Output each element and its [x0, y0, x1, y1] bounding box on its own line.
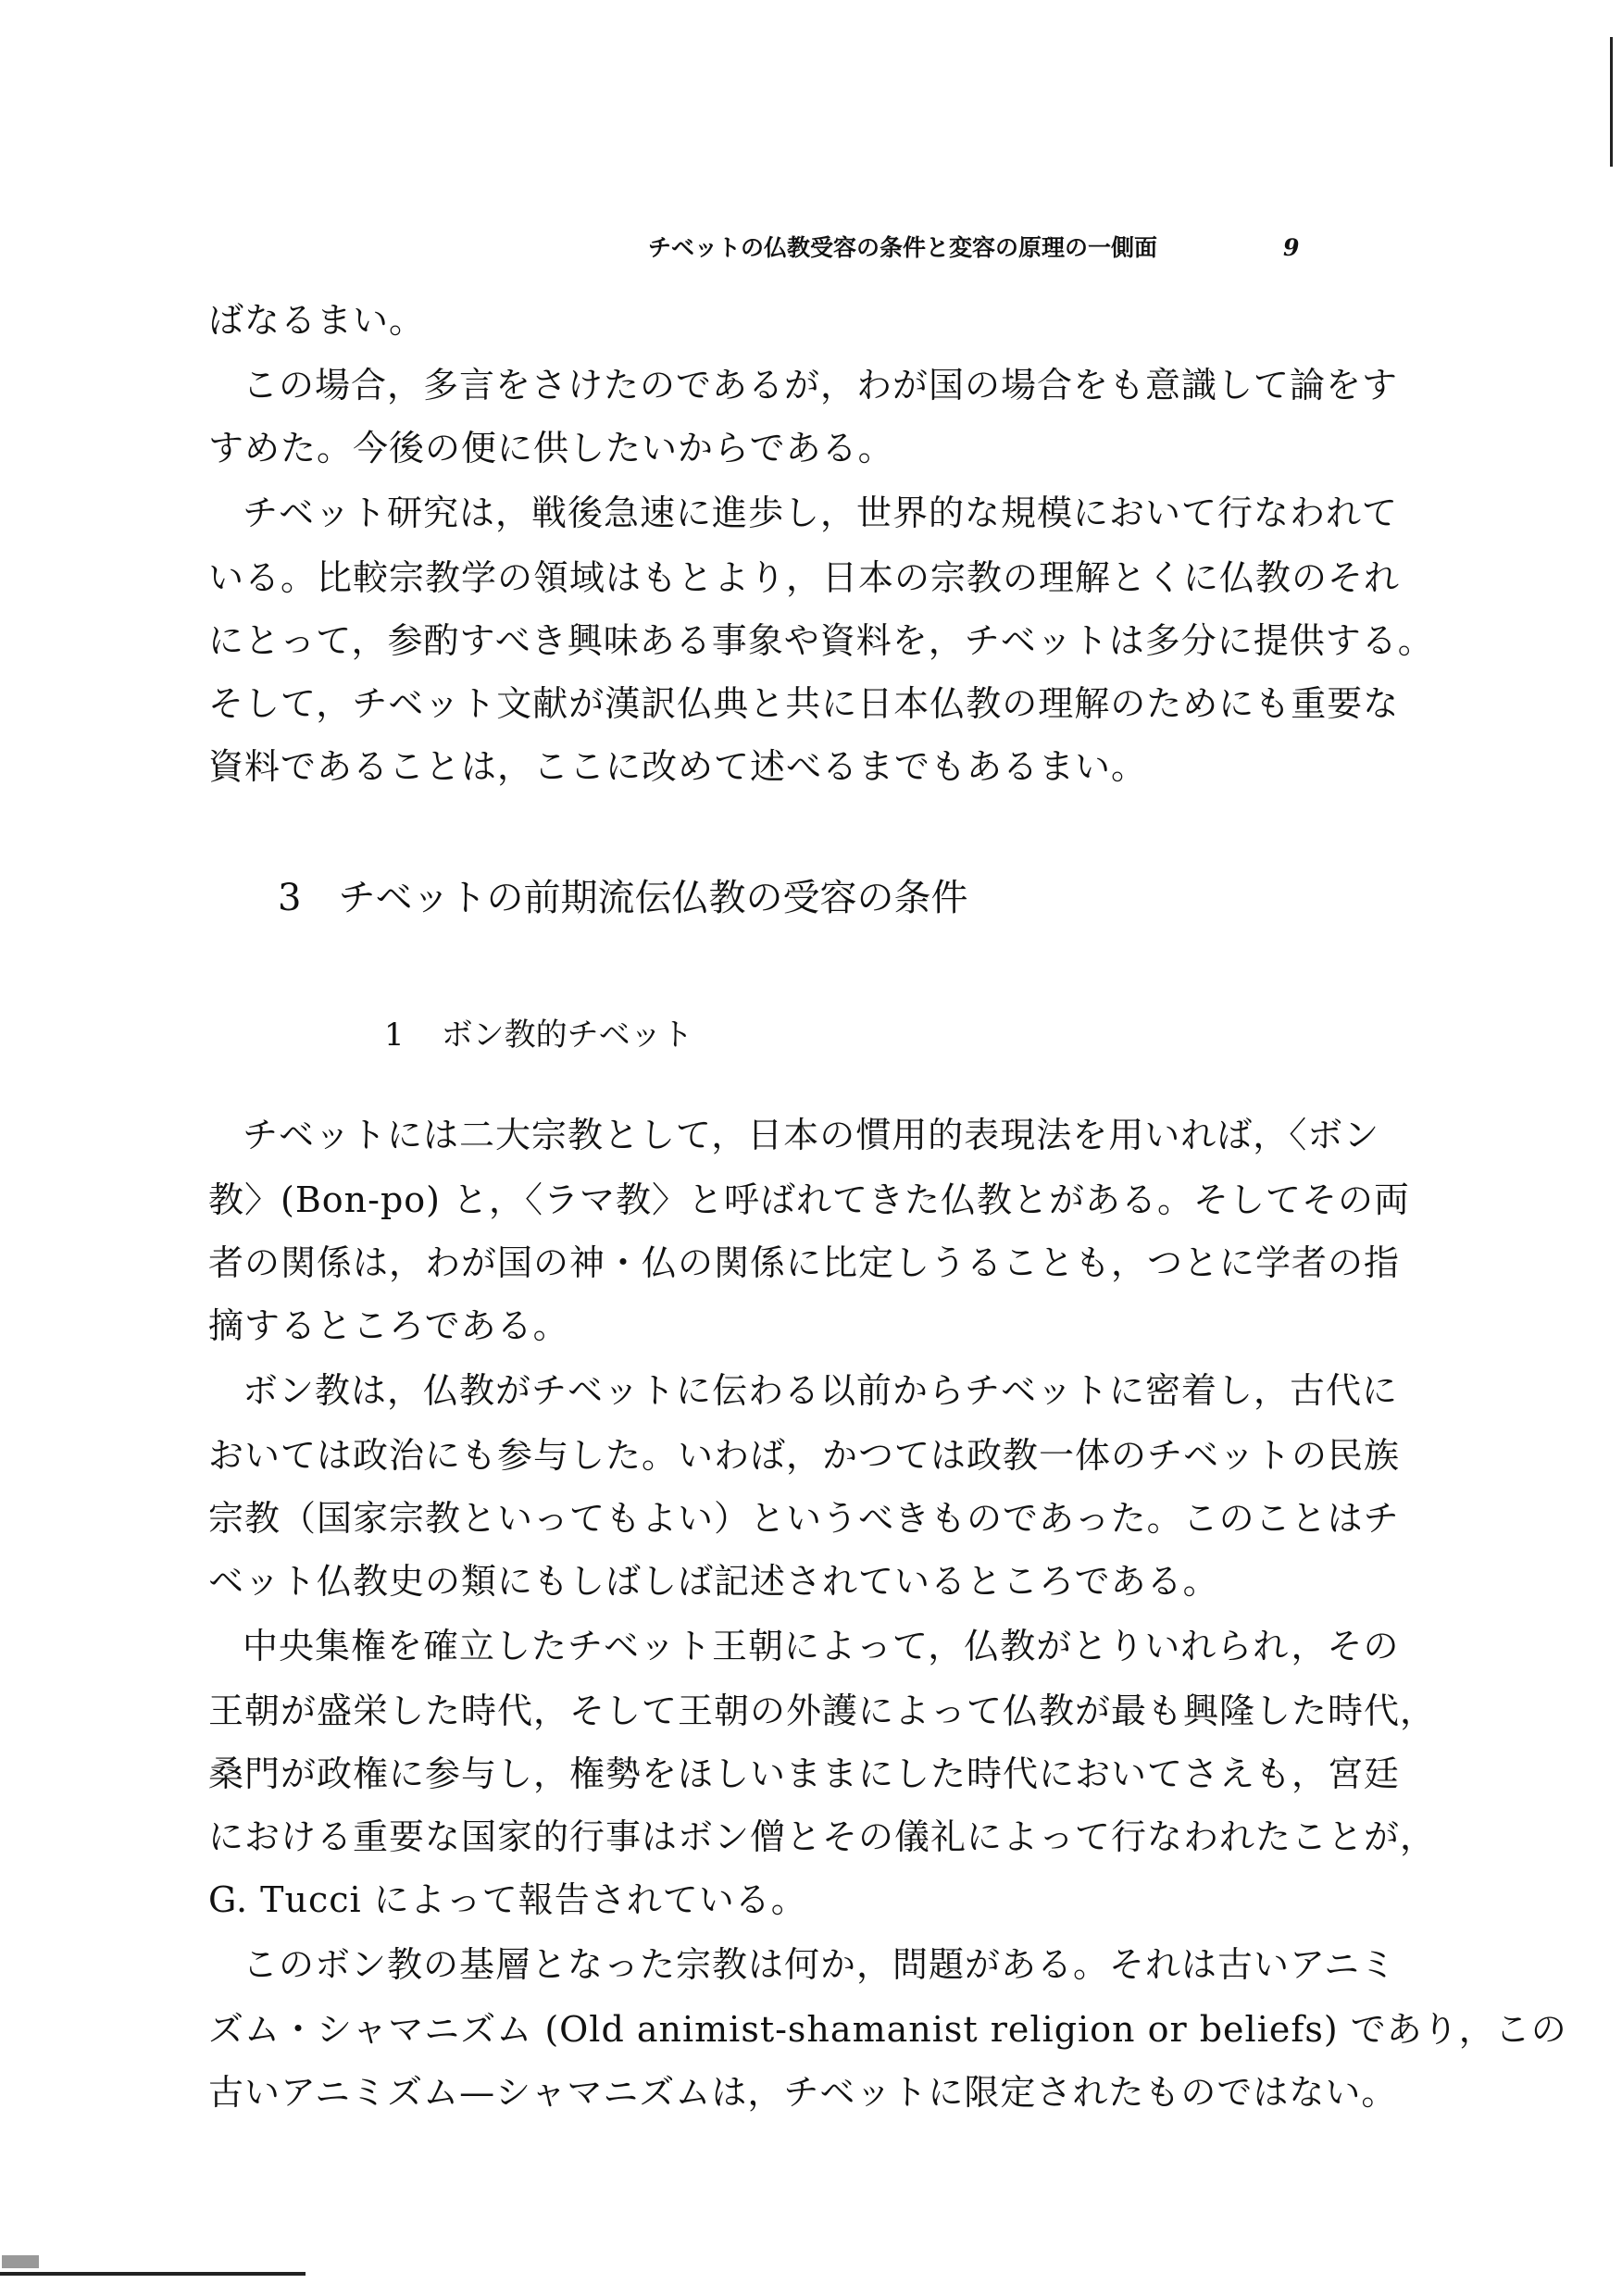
- body-line: チベットには二大宗教として，日本の慣用的表現法を用いれば，〈ボン: [243, 1115, 1380, 1155]
- body-line: チベット研究は，戦後急速に進歩し，世界的な規模において行なわれて: [243, 493, 1399, 533]
- scan-edge-mark: [1610, 37, 1613, 167]
- scan-corner-mark: [2, 2255, 39, 2268]
- section-number: 3: [278, 877, 302, 919]
- body-line: 宗教（国家宗教といってもよい）というべきものであった。このことはチ: [208, 1498, 1400, 1539]
- body-line: における重要な国家的行事はボン僧とその儀礼によって行なわれたことが，: [208, 1816, 1437, 1857]
- body-line: 摘するところである。: [208, 1305, 569, 1346]
- body-line: 中央集権を確立したチベット王朝によって，仏教がとりいれられ，その: [243, 1626, 1400, 1666]
- body-line: すめた。今後の便に供したいからである。: [208, 428, 894, 468]
- section-heading: [278, 870, 967, 926]
- body-line: おいては政治にも参与した。いわば，かつては政教一体のチベットの民族: [208, 1435, 1401, 1476]
- subsection-heading: [384, 1011, 693, 1059]
- body-line: にとって，参酌すべき興味ある事象や資料を，チベットは多分に提供する。: [208, 620, 1434, 661]
- body-line: 王朝が盛栄した時代，そして王朝の外護によって仏教が最も興隆した時代，: [208, 1691, 1437, 1731]
- body-line: 者の関係は，わが国の神・仏の関係に比定しうることも，つとに学者の指: [208, 1242, 1401, 1283]
- running-head: [648, 230, 1315, 267]
- body-line: 資料であることは，ここに改めて述べるまでもあるまい。: [208, 746, 1148, 787]
- running-head-title: チベットの仏教受容の条件と変容の原理の一側面: [648, 234, 1158, 261]
- body-line: この場合，多言をさけたのであるが，わが国の場合をも意識して論をす: [243, 365, 1399, 406]
- body-line: 教〉(Bon-po) と，〈ラマ教〉と呼ばれてきた仏教とがある。そしてその両: [208, 1179, 1411, 1220]
- subsection-number: 1: [384, 1017, 405, 1054]
- page-number: 9: [1283, 234, 1300, 261]
- section-title: チベットの前期流伝仏教の受容の条件: [338, 877, 968, 919]
- body-line: G. Tucci によって報告されている。: [208, 1879, 807, 1920]
- scan-bottom-rule: [0, 2272, 306, 2276]
- body-line: このボン教の基層となった宗教は何か，問題がある。それは古いアニミ: [243, 1944, 1397, 1985]
- body-line: ばなるまい。: [208, 300, 426, 341]
- body-line: ベット仏教史の類にもしばしば記述されているところである。: [208, 1561, 1219, 1602]
- body-line: いる。比較宗教学の領域はもとより，日本の宗教の理解とくに仏教のそれ: [208, 557, 1401, 598]
- body-line: ズム・シャマニズム (Old animist-shamanist religion or beliefs) であり，この: [208, 2009, 1567, 2050]
- body-line: ボン教は，仏教がチベットに伝わる以前からチベットに密着し，古代に: [243, 1370, 1399, 1411]
- body-line: 古いアニミズム—シャマニズムは，チベットに限定されたものではない。: [208, 2072, 1398, 2113]
- body-line: そして，チベット文献が漢訳仏典と共に日本仏教の理解のためにも重要な: [208, 683, 1400, 724]
- subsection-title: ボン教的チベット: [441, 1017, 693, 1054]
- body-line: 桑門が政権に参与し，権勢をほしいままにした時代においてさえも，宮廷: [208, 1753, 1401, 1794]
